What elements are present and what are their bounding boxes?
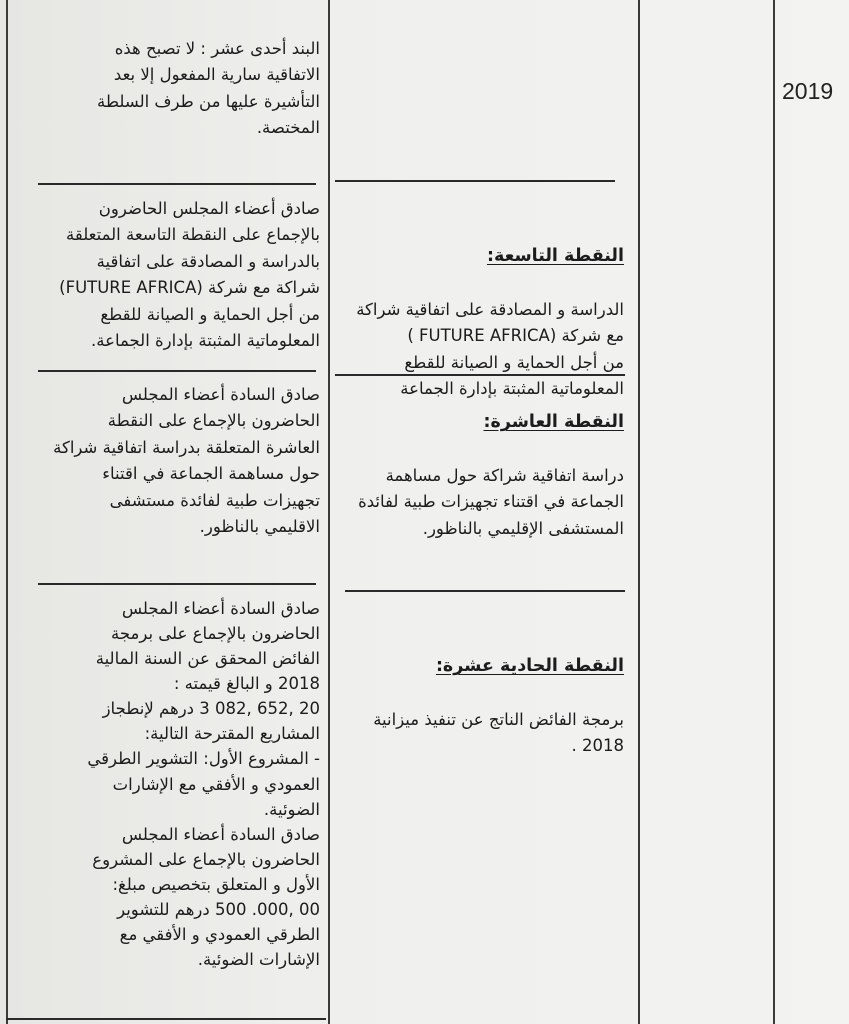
table-rule-col2 xyxy=(638,0,640,1024)
decision-clause-11: البند أحدى عشر : لا تصبح هذه الاتفاقية سارية المفعول إلا بعد التأشيرة عليها من طرف السلطة المختصة. xyxy=(97,39,320,138)
agenda-item-9-heading: النقطة التاسعة: xyxy=(486,246,624,267)
middle-separator-1 xyxy=(335,180,615,182)
left-separator-3 xyxy=(38,583,316,585)
left-separator-1 xyxy=(38,183,316,185)
session-year: 2019 xyxy=(782,78,834,104)
table-rule-col3 xyxy=(773,0,775,1024)
table-rule-left xyxy=(6,0,8,1024)
decision-item-9: صادق أعضاء المجلس الحاضرون بالإجماع على النقطة التاسعة المتعلقة بالدراسة و المصادقة على اتفاقية شراكة مع شركة (FUTURE AFRICA) من أجل الحماية و الصيانة للقطع المعلوماتية المثبتة بإدارة الجماعة. xyxy=(59,199,320,350)
decision-item-11: صادق السادة أعضاء المجلس الحاضرون بالإجماع على برمجة الفائض المحقق عن السنة المالية 2018 و البالغ قيمته : 20 ,652 ,082 3 درهم لإنطجاز المشاريع المقترحة التالية: - المشروع الأول: التشوير الطرقي العمودي و الأفقي مع الإشارات الضوئية. صادق السادة أعضاء المجلس الحاضرون بالإجماع على المشروع الأول و المتعلق بتخصيص مبلغ: 00 ,000. 500 درهم للتشوير الطرقي العمودي و الأفقي مع الإشارات الضوئية. xyxy=(87,599,320,970)
left-separator-bottom xyxy=(6,1018,326,1020)
decision-item-10: صادق السادة أعضاء المجلس الحاضرون بالإجماع على النقطة العاشرة المتعلقة بدراسة اتفاقية شراكة حول مساهمة الجماعة في اقتناء تجهيزات طبية لفائدة مستشفى الاقليمي بالناظور. xyxy=(53,385,320,536)
left-separator-2 xyxy=(38,370,316,372)
agenda-item-11 xyxy=(336,626,624,786)
agenda-item-10-text: دراسة اتفاقية شراكة حول مساهمة الجماعة في اقتناء تجهيزات طبية لفائدة المستشفى الإقليمي بالناظور. xyxy=(358,465,624,538)
agenda-item-9-text: الدراسة و المصادقة على اتفاقية شراكة مع شركة (FUTURE AFRICA ) من أجل الحماية و الصيانة للقطع المعلوماتية المثبتة بإدارة الجماعة xyxy=(356,299,624,398)
middle-separator-3 xyxy=(345,590,625,592)
agenda-item-11-text: برمجة الفائض الناتج عن تنفيذ ميزانية 2018 . xyxy=(373,709,624,756)
table-rule-col1 xyxy=(328,0,330,1024)
agenda-item-10-heading: النقطة العاشرة: xyxy=(483,412,624,433)
agenda-item-11-heading: النقطة الحادية عشرة: xyxy=(435,656,624,677)
agenda-item-10 xyxy=(336,382,624,568)
